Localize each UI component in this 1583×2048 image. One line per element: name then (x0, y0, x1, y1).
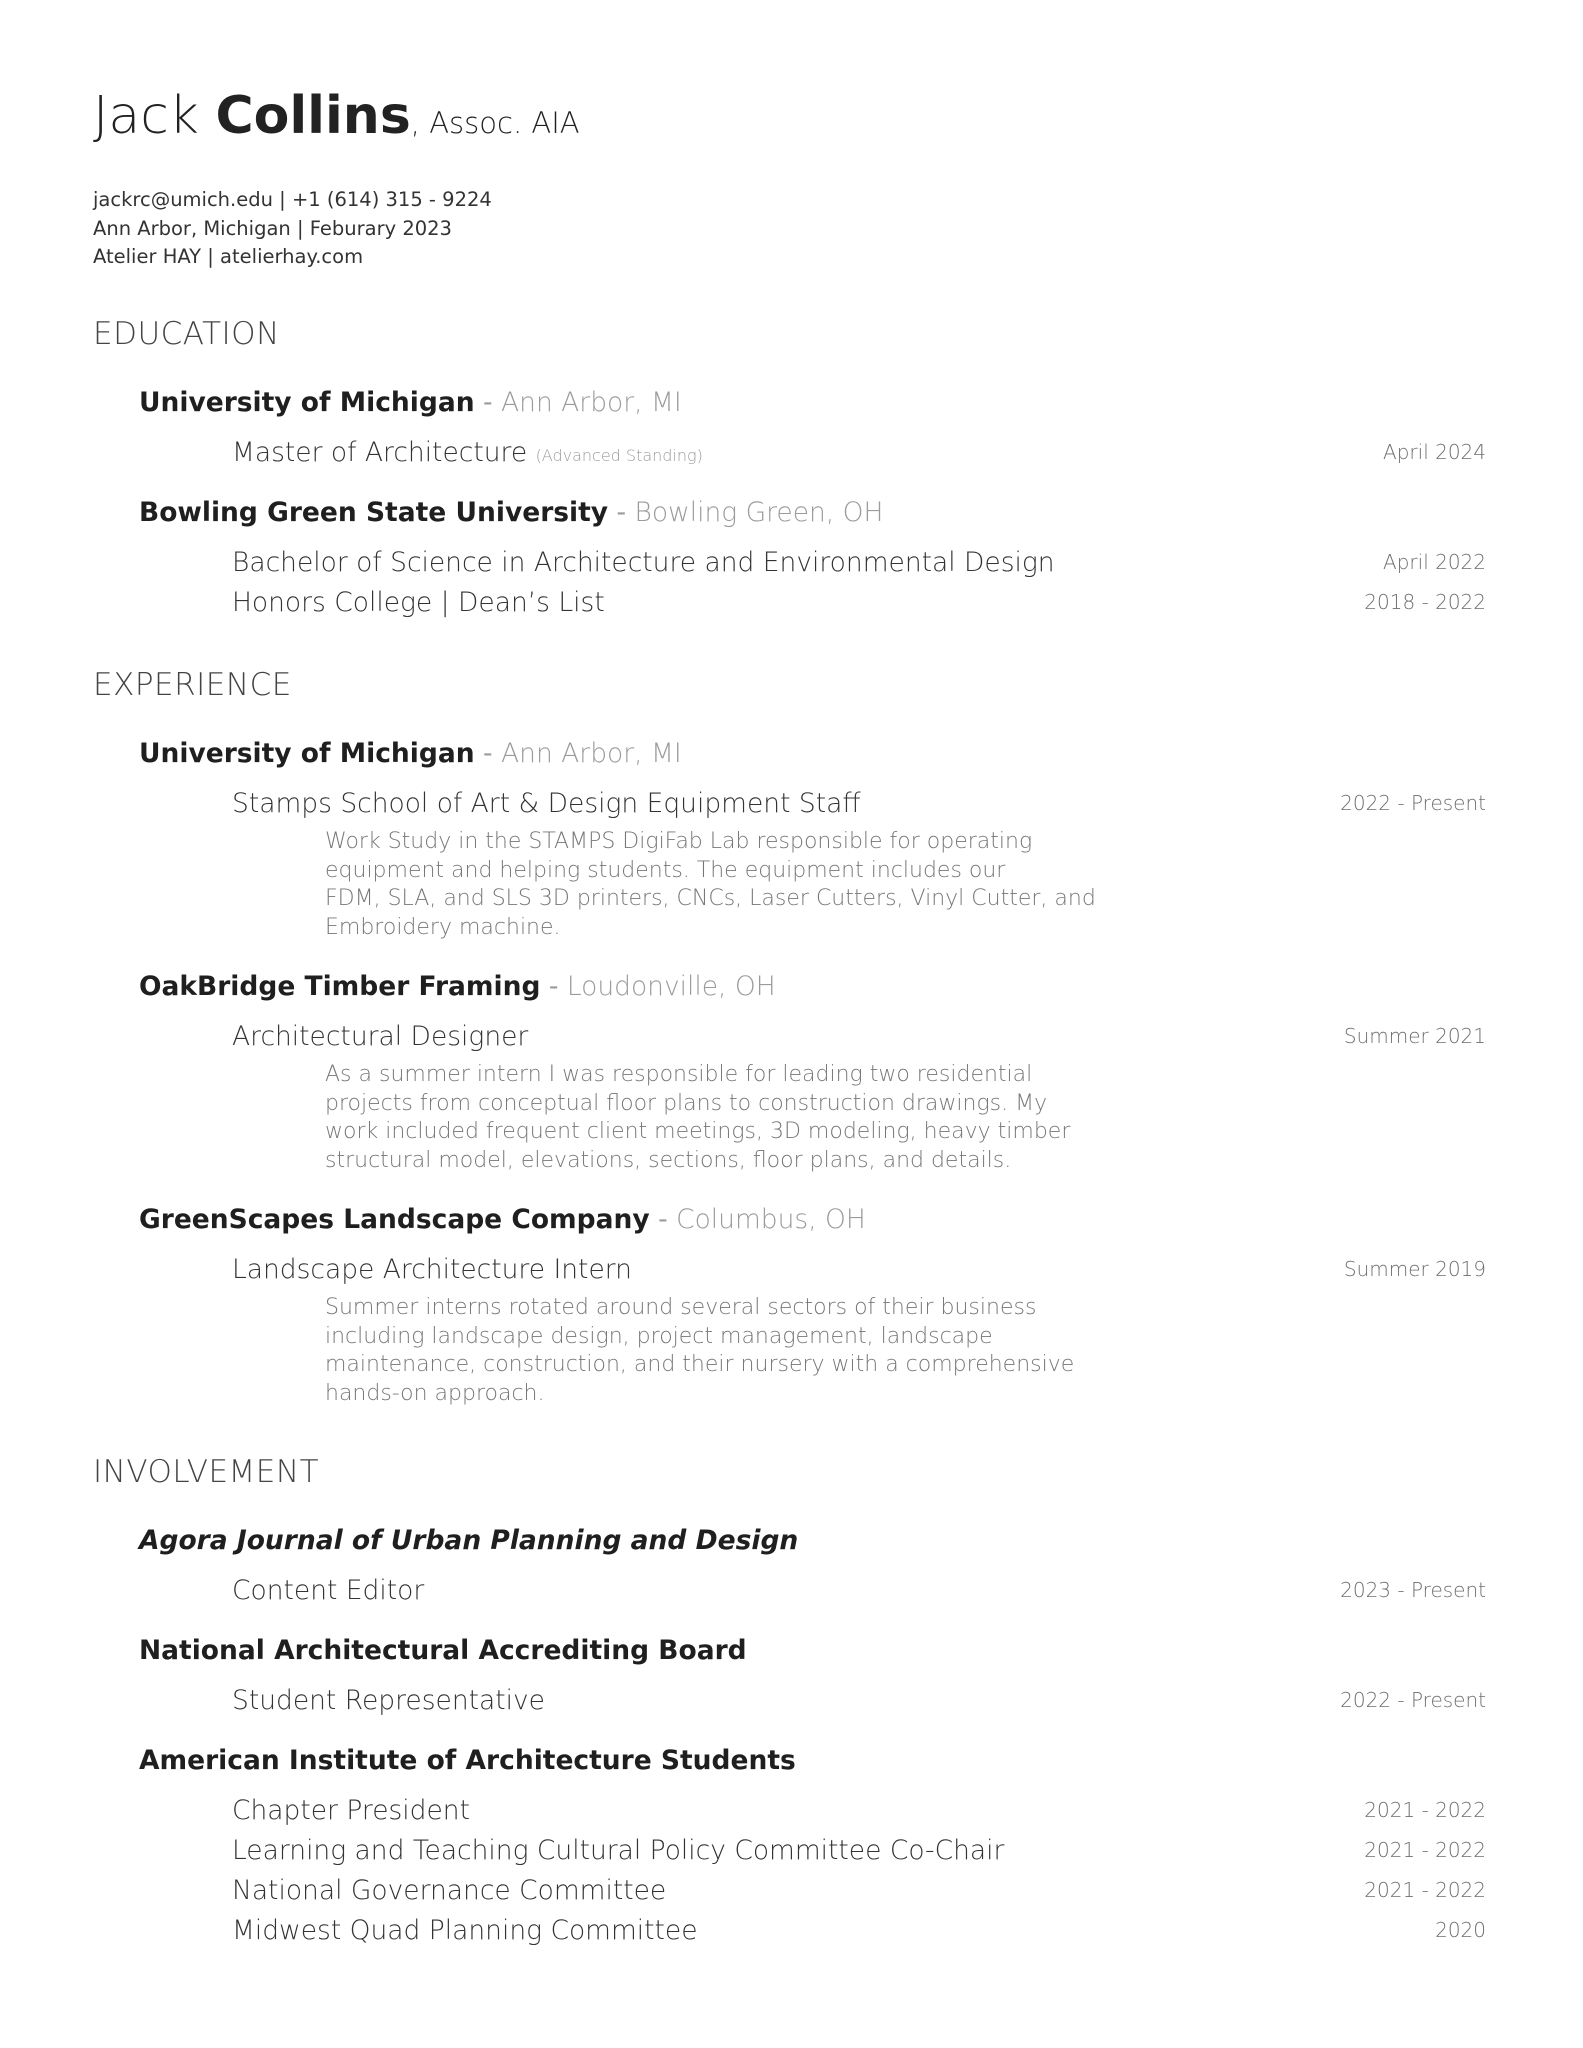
role-note: (Advanced Standing) (535, 446, 703, 465)
org-location: Ann Arbor, MI (501, 738, 682, 769)
role-date: 2022 - Present (1340, 791, 1486, 815)
description-line: work included frequent client meetings, 3D modeling, heavy timber (325, 1119, 1071, 1144)
role-date: 2022 - Present (1340, 1688, 1486, 1712)
education-role: Honors College | Dean’s List (232, 587, 605, 618)
org-separator: - (649, 1204, 677, 1235)
role-title: Master of Architecture (232, 437, 528, 468)
role-date: 2018 - 2022 (1364, 590, 1486, 614)
org-name: University of Michigan (139, 738, 475, 769)
involvement-org (139, 1525, 798, 1556)
experience-role: Landscape Architecture Intern (232, 1254, 632, 1285)
role-date: 2020 (1435, 1918, 1486, 1942)
contact-line-email-phone: jackrc@umich.edu | +1 (614) 315 - 9224 (93, 188, 492, 211)
role-date: 2021 - 2022 (1364, 1838, 1486, 1862)
education-role (232, 437, 703, 468)
involvement-role: Learning and Teaching Cultural Policy Committee Co-Chair (232, 1835, 1005, 1866)
first-name: Jack (93, 86, 199, 146)
experience-role: Stamps School of Art & Design Equipment Staff (232, 788, 861, 819)
role-date: April 2024 (1383, 440, 1486, 464)
role-date: Summer 2021 (1343, 1024, 1486, 1048)
org-location: Bowling Green, OH (634, 497, 884, 528)
description-line: projects from conceptual floor plans to construction drawings. My (325, 1090, 1048, 1116)
description-line: maintenance, construction, and their nursery with a comprehensive (325, 1352, 1075, 1377)
involvement-role: National Governance Committee (232, 1875, 667, 1906)
role-date: 2023 - Present (1340, 1578, 1486, 1602)
involvement-role: Chapter President (232, 1795, 470, 1826)
org-name: GreenScapes Landscape Company (139, 1204, 650, 1235)
description-line: hands-on approach. (325, 1380, 545, 1406)
org-name: Agora Journal of Urban Planning and Design (139, 1525, 799, 1556)
experience-org (139, 738, 682, 769)
involvement-org (139, 1745, 796, 1776)
description-line: Summer interns rotated around several sectors of their business (325, 1295, 1037, 1320)
role-date: 2021 - 2022 (1364, 1798, 1486, 1822)
education-role: Bachelor of Science in Architecture and Environmental Design (232, 547, 1055, 578)
org-name: National Architectural Accrediting Board (139, 1635, 747, 1666)
resume-name (93, 86, 580, 146)
involvement-role: Midwest Quad Planning Committee (232, 1915, 698, 1946)
section-title-experience: EXPERIENCE (93, 667, 292, 703)
education-org (139, 497, 883, 528)
contact-line-website: Atelier HAY | atelierhay.com (93, 245, 364, 268)
org-name: American Institute of Architecture Students (139, 1745, 796, 1776)
role-date: April 2022 (1383, 550, 1486, 574)
description-line: FDM, SLA, and SLS 3D printers, CNCs, Laser Cutters, Vinyl Cutter, and (325, 886, 1096, 911)
name-suffix: , Assoc. AIA (410, 106, 580, 140)
description-line: structural model, elevations, sections, floor plans, and details. (325, 1147, 1012, 1173)
experience-org (139, 971, 776, 1002)
section-title-education: EDUCATION (93, 316, 280, 352)
role-date: Summer 2019 (1343, 1257, 1486, 1281)
contact-line-location-date: Ann Arbor, Michigan | Feburary 2023 (93, 216, 452, 240)
org-separator: - (540, 971, 567, 1002)
involvement-org (139, 1635, 747, 1666)
role-description (325, 828, 1125, 942)
org-location: Ann Arbor, MI (501, 387, 682, 418)
description-line: Work Study in the STAMPS DigiFab Lab responsible for operating (325, 829, 1033, 854)
description-line: As a summer intern I was responsible for leading two residential (325, 1062, 1033, 1087)
description-line: Embroidery machine. (325, 914, 561, 940)
experience-role: Architectural Designer (232, 1021, 529, 1052)
role-date: 2021 - 2022 (1364, 1878, 1486, 1902)
org-separator: - (474, 738, 502, 769)
org-name: University of Michigan (139, 387, 475, 418)
role-description (325, 1294, 1125, 1408)
role-description (325, 1061, 1125, 1175)
last-name: Collins (215, 86, 411, 146)
section-title-involvement: INVOLVEMENT (93, 1454, 320, 1490)
description-line: equipment and helping students. The equipment includes our (325, 857, 1006, 883)
org-separator: - (474, 387, 502, 418)
description-line: including landscape design, project management, landscape (325, 1323, 993, 1349)
education-org (139, 387, 682, 418)
experience-org (139, 1204, 866, 1235)
org-name: Bowling Green State University (139, 497, 609, 528)
contact-block (93, 186, 492, 272)
org-separator: - (608, 497, 635, 528)
org-location: Loudonville, OH (566, 971, 776, 1002)
involvement-role: Content Editor (232, 1575, 425, 1606)
org-name: OakBridge Timber Framing (139, 971, 541, 1002)
org-location: Columbus, OH (676, 1204, 866, 1235)
involvement-role: Student Representative (232, 1685, 545, 1716)
